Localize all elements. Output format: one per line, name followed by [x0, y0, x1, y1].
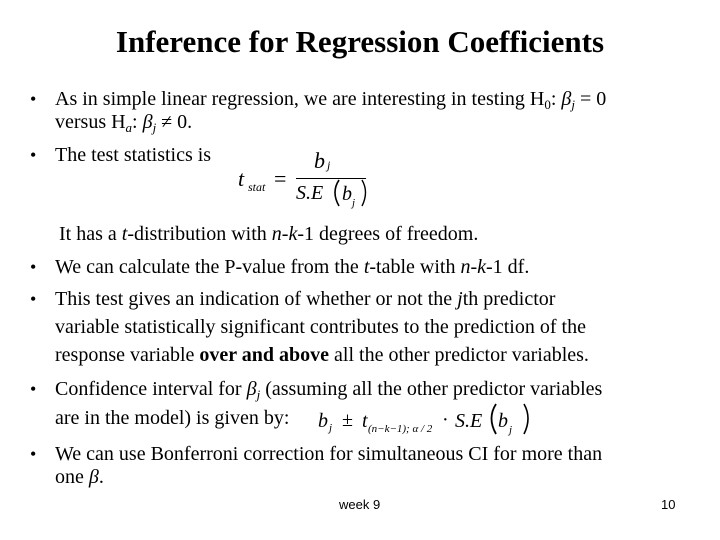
- bullet-5-line-2: are in the model) is given by:: [55, 407, 290, 429]
- formula-stat: stat: [248, 180, 266, 194]
- formula-se-j: j: [352, 197, 356, 209]
- ci-dot: ·: [442, 409, 449, 431]
- ci-b: b: [318, 410, 328, 432]
- t-distribution-text: It has a t-distribution with n-k-1 degrees of freedom.: [59, 223, 479, 245]
- ci-se-b: b: [498, 410, 508, 432]
- formula-t: t: [238, 166, 245, 191]
- bullet-6-line-1: We can use Bonferroni correction for simultaneous CI for more than: [55, 443, 603, 465]
- bullet-marker: •: [30, 289, 37, 309]
- confidence-interval-formula: [318, 398, 533, 440]
- formula-equals: =: [274, 166, 287, 191]
- slide-title: Inference for Regression Coefficients: [115, 24, 605, 59]
- formula-numerator-j: j: [327, 158, 331, 172]
- ci-se: S.E: [455, 410, 483, 432]
- bullet-marker: •: [30, 145, 37, 165]
- slide-number: 10: [661, 497, 676, 512]
- ci-plus-minus: ±: [342, 409, 353, 431]
- ci-se-j: j: [509, 424, 513, 436]
- bullet-6-line-2: one β.: [55, 466, 104, 488]
- formula-se-b: b: [342, 183, 352, 205]
- t-statistic-formula: [232, 148, 372, 212]
- bullet-4-line-1: This test gives an indication of whether or not the jth predictor: [55, 288, 556, 310]
- bullet-1-line-1: As in simple linear regression, we are interesting in testing $H_0$: $\beta_j = 0$: [55, 88, 607, 112]
- bullet-1-line-2: versus $H_a$: $\beta_j \ne 0$.: [55, 111, 193, 135]
- formula-numerator-b: b: [314, 148, 325, 173]
- bullet-2-text: The test statistics is: [55, 144, 212, 166]
- bullet-marker: •: [30, 379, 37, 399]
- bullet-5-line-1: Confidence interval for $\beta_j$ (assuming all the other predictor variables: [55, 378, 603, 402]
- ci-t: t: [362, 410, 368, 432]
- ci-j: j: [329, 422, 333, 434]
- bullet-4-line-2: variable statistically significant contributes to the prediction of the: [55, 316, 586, 338]
- ci-degrees-of-freedom: (n−k−1); α / 2: [368, 423, 433, 435]
- bullet-4-line-3: response variable over and above all the other predictor variables.: [55, 344, 589, 366]
- formula-se: S.E: [296, 182, 324, 204]
- footer-week-label: week 9: [339, 497, 381, 512]
- bullet-marker: •: [30, 257, 37, 277]
- bullet-3-text: We can calculate the P-value from the t-table with n-k-1 df.: [55, 256, 530, 278]
- bullet-marker: •: [30, 444, 37, 464]
- bullet-marker: •: [30, 89, 37, 109]
